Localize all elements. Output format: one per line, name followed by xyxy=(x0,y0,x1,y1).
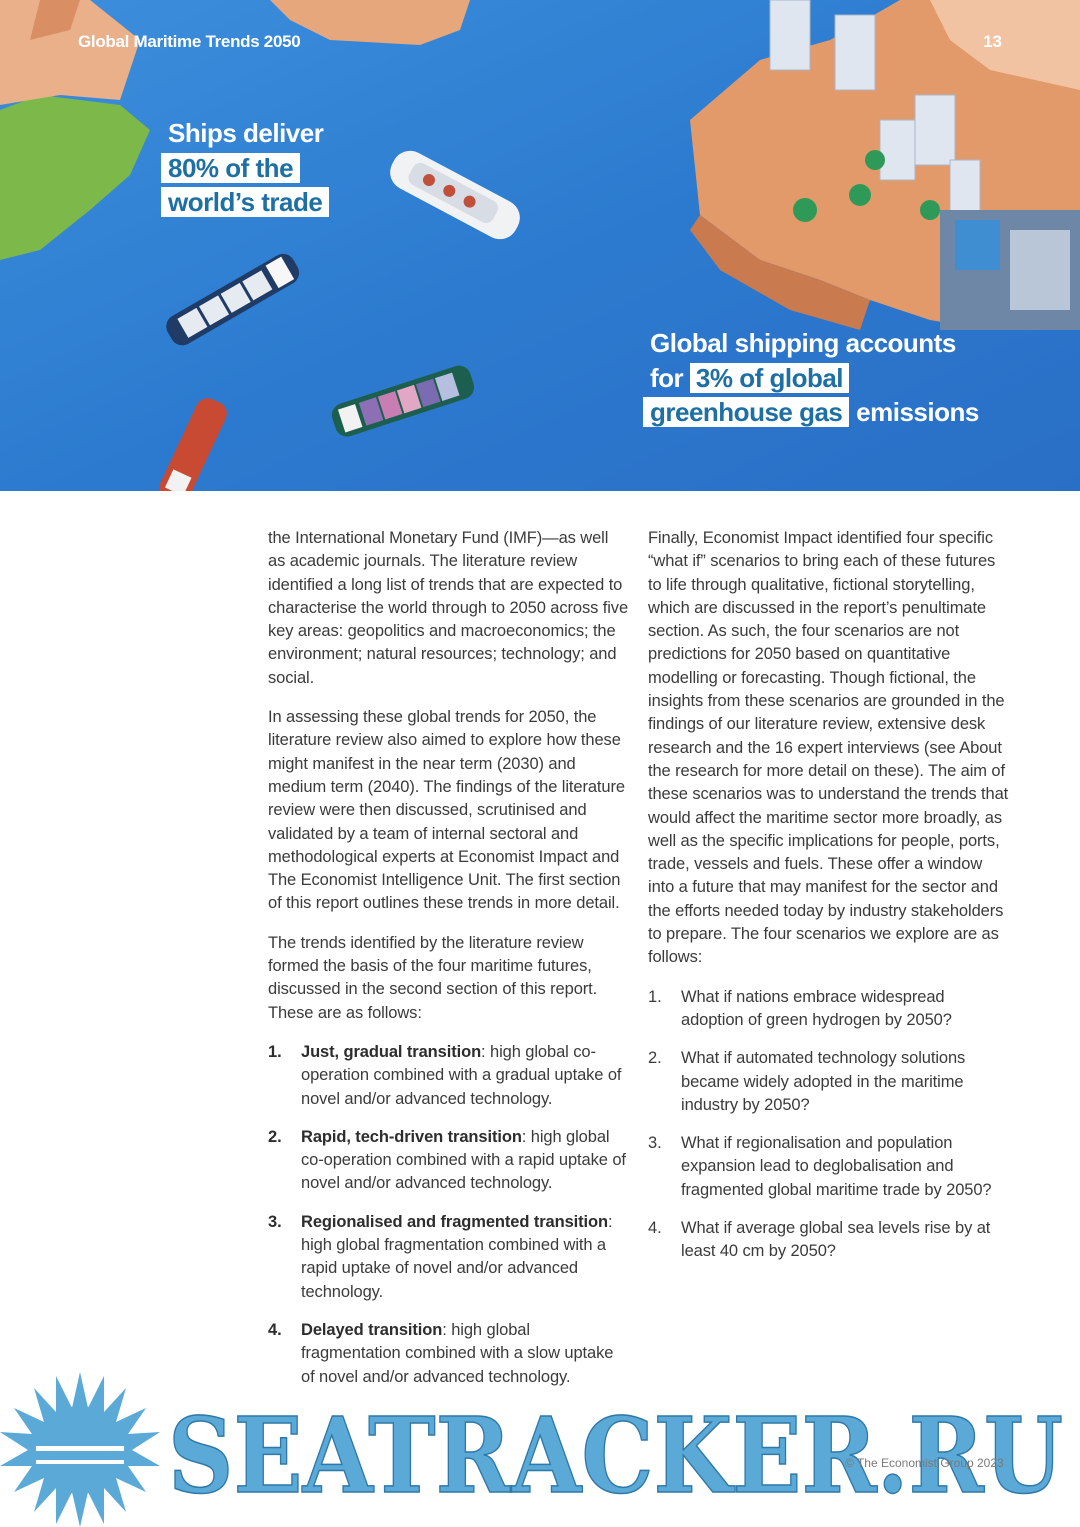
future-title: Regionalised and fragmented transition xyxy=(301,1212,608,1231)
list-item xyxy=(648,1047,1010,1117)
callout-text: emissions xyxy=(856,397,979,427)
scenario-text: What if automated technology solutions became widely adopted in the maritime industry by 2050? xyxy=(681,1049,966,1114)
paragraph: Finally, Economist Impact identified four specific “what if” scenarios to bring each of these futures to life through qualitative, fictional storytelling, which are discussed in the report’s penultimate section. As such, the four scenarios are not predictions for 2050 based on quantitative modelling or forecasting. Though fictional, the insights from these scenarios are grounded in the findings of our literature review, extensive desk research and the 16 expert interviews (see About the research for more detail on these). The aim of these scenarios was to understand the trends that would affect the maritime sector more broadly, as well as the specific implications for people, ports, trade, vessels and fuels. These offer a window into a future that may manifest for the sector and the efforts needed today by industry stakeholders to prepare. The four scenarios we explore are as follows: xyxy=(648,529,1009,967)
callout-trade-share xyxy=(168,116,329,220)
copyright: © The Economist Group 2023 xyxy=(845,1456,1004,1470)
list-number: 3. xyxy=(648,1134,662,1153)
list-item xyxy=(648,1132,1010,1202)
callout-emissions-share xyxy=(650,326,979,430)
callout-highlight: 80% of the xyxy=(161,153,300,183)
future-description: : high global fragmentation combined with a rapid uptake of novel and/or advanced technology. xyxy=(301,1212,613,1301)
list-number: 2. xyxy=(648,1049,662,1068)
callout-text: for xyxy=(650,362,684,393)
scenario-text: What if regionalisation and population expansion lead to deglobalisation and fragmented global maritime trade by 2050? xyxy=(681,1134,992,1199)
left-column xyxy=(268,527,630,1404)
future-description: : high global co-operation combined with a rapid uptake of novel and/or advanced technology. xyxy=(301,1127,626,1193)
list-number: 1. xyxy=(648,987,662,1006)
paragraph: In assessing these global trends for 2050, the literature review also aimed to explore how these might manifest in the near term (2030) and medium term (2040). The findings of the literature review were then discussed, scrutinised and validated by a team of internal sectoral and methodological experts at Economist Impact and The Economist Intelligence Unit. The first section of this report outlines these trends in more detail. xyxy=(268,708,625,913)
list-number: 1. xyxy=(268,1042,282,1061)
future-title: Just, gradual transition xyxy=(301,1042,482,1061)
callout-highlight: world’s trade xyxy=(161,187,329,217)
scenario-text: What if average global sea levels rise by at least 40 cm by 2050? xyxy=(681,1219,991,1261)
watermark-text: SEATRACKER.RU xyxy=(168,1394,1063,1517)
callout-line: Ships deliver xyxy=(168,118,324,148)
seatracker-watermark xyxy=(0,1370,1080,1527)
right-column xyxy=(648,527,1010,1279)
future-title: Delayed transition xyxy=(301,1320,443,1339)
list-item xyxy=(268,1041,630,1111)
hero-illustration xyxy=(0,0,1080,491)
paragraph: the International Monetary Fund (IMF)—as well as academic journals. The literature review identified a long list of trends that are expected to characterise the world through to 2050 across five key areas: geopolitics and macroeconomics; the environment; natural resources; technology; and social. xyxy=(268,529,629,687)
sun-logo-icon xyxy=(0,1372,160,1527)
future-description: : high global fragmentation combined with a slow uptake of novel and/or advanced technology. xyxy=(301,1320,614,1386)
callout-line: Global shipping accounts xyxy=(650,328,956,358)
callout-highlight: 3% of global xyxy=(690,363,849,393)
future-description: : high global co-operation combined with a gradual uptake of novel and/or advanced technology. xyxy=(301,1042,622,1108)
list-number: 3. xyxy=(268,1212,282,1231)
future-title: Rapid, tech-driven transition xyxy=(301,1127,522,1146)
scenarios-list xyxy=(648,986,1010,1264)
list-number: 4. xyxy=(648,1219,662,1238)
callout-highlight: greenhouse gas xyxy=(643,397,849,427)
page-number: 13 xyxy=(983,32,1002,51)
list-item xyxy=(648,1217,1010,1264)
list-item xyxy=(648,986,1010,1033)
list-number: 4. xyxy=(268,1320,282,1339)
running-header-title: Global Maritime Trends 2050 xyxy=(78,32,301,51)
scenario-text: What if nations embrace widespread adoption of green hydrogen by 2050? xyxy=(681,987,952,1029)
paragraph: The trends identified by the literature review formed the basis of the four maritime futures, discussed in the second section of this report. These are as follows: xyxy=(268,933,598,1022)
list-item xyxy=(268,1211,630,1304)
maritime-futures-list xyxy=(268,1041,630,1389)
list-item xyxy=(268,1126,630,1196)
list-number: 2. xyxy=(268,1127,282,1146)
